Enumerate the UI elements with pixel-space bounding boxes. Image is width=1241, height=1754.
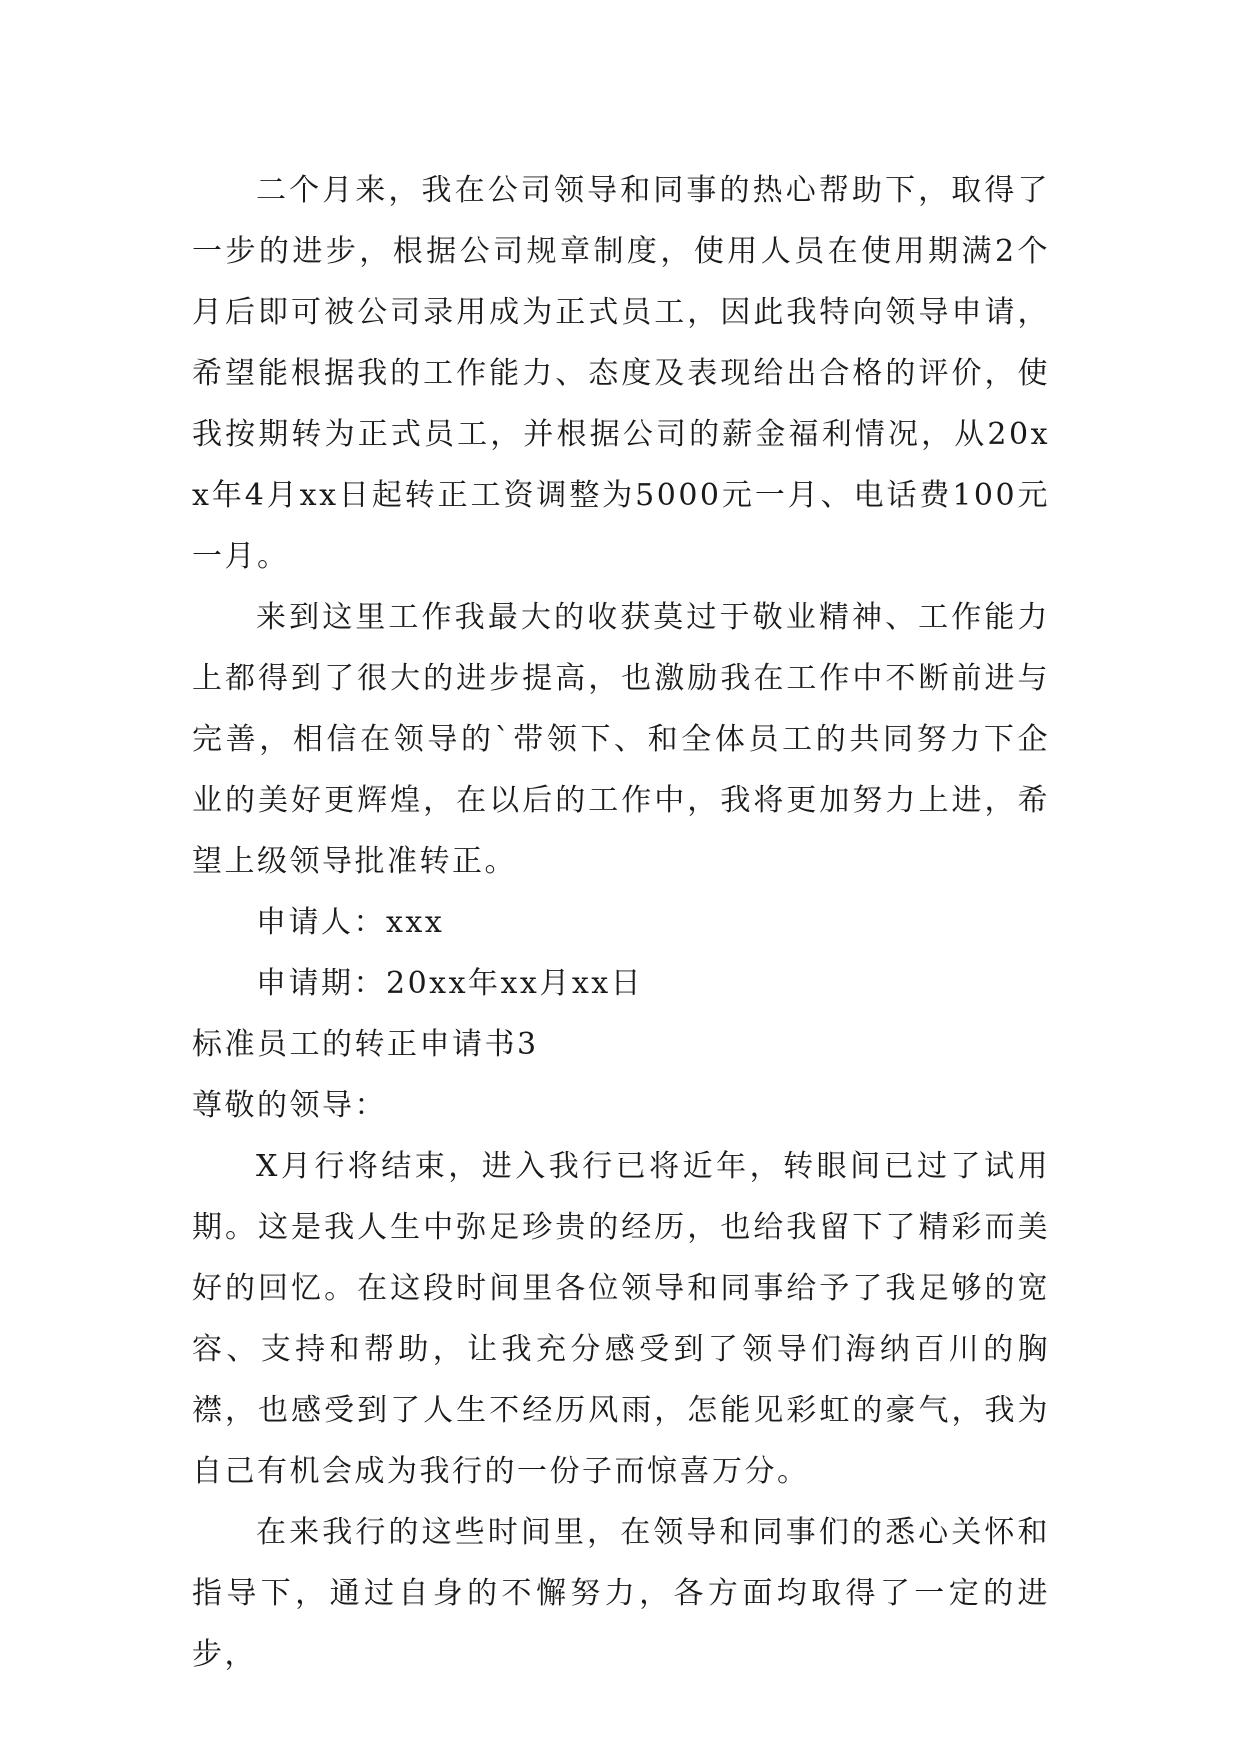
paragraph-progress: 在来我行的这些时间里，在领导和同事们的悉心关怀和指导下，通过自身的不懈努力，各方面均取得了一定的进步， [192,1515,1050,1672]
applicant-line: 申请人：xxx [256,905,445,940]
application-date-line: 申请期：20xx年xx月xx日 [256,966,644,1001]
paragraph-gains: 来到这里工作我最大的收获莫过于敬业精神、工作能力上都得到了很大的进步提高，也激励我在工作中不断前进与完善，相信在领导的`带领下、和全体员工的共同努力下企业的美好更辉煌，在以后的工作中，我将更加努力上进，希望上级领导批准转正。 [192,600,1050,879]
paragraph-intro: 二个月来，我在公司领导和同事的热心帮助下，取得了一步的进步，根据公司规章制度，使用人员在使用期满2个月后即可被公司录用成为正式员工，因此我特向领导申请，希望能根据我的工作能力、态度及表现给出合格的评价，使我按期转为正式员工，并根据公司的薪金福利情况，从20xx年4月xx日起转正工资调整为5000元一月、电话费100元一月。 [192,173,1050,574]
document-body [192,160,1050,1685]
section-title: 标准员工的转正申请书3 [192,1027,539,1062]
paragraph-probation-end: X月行将结束，进入我行已将近年，转眼间已过了试用期。这是我人生中弥足珍贵的经历，也给我留下了精彩而美好的回忆。在这段时间里各位领导和同事给予了我足够的宽容、支持和帮助，让我充分感受到了领导们海纳百川的胸襟，也感受到了人生不经历风雨，怎能见彩虹的豪气，我为自己有机会成为我行的一份子而惊喜万分。 [192,1149,1050,1489]
salutation: 尊敬的领导： [192,1088,387,1123]
